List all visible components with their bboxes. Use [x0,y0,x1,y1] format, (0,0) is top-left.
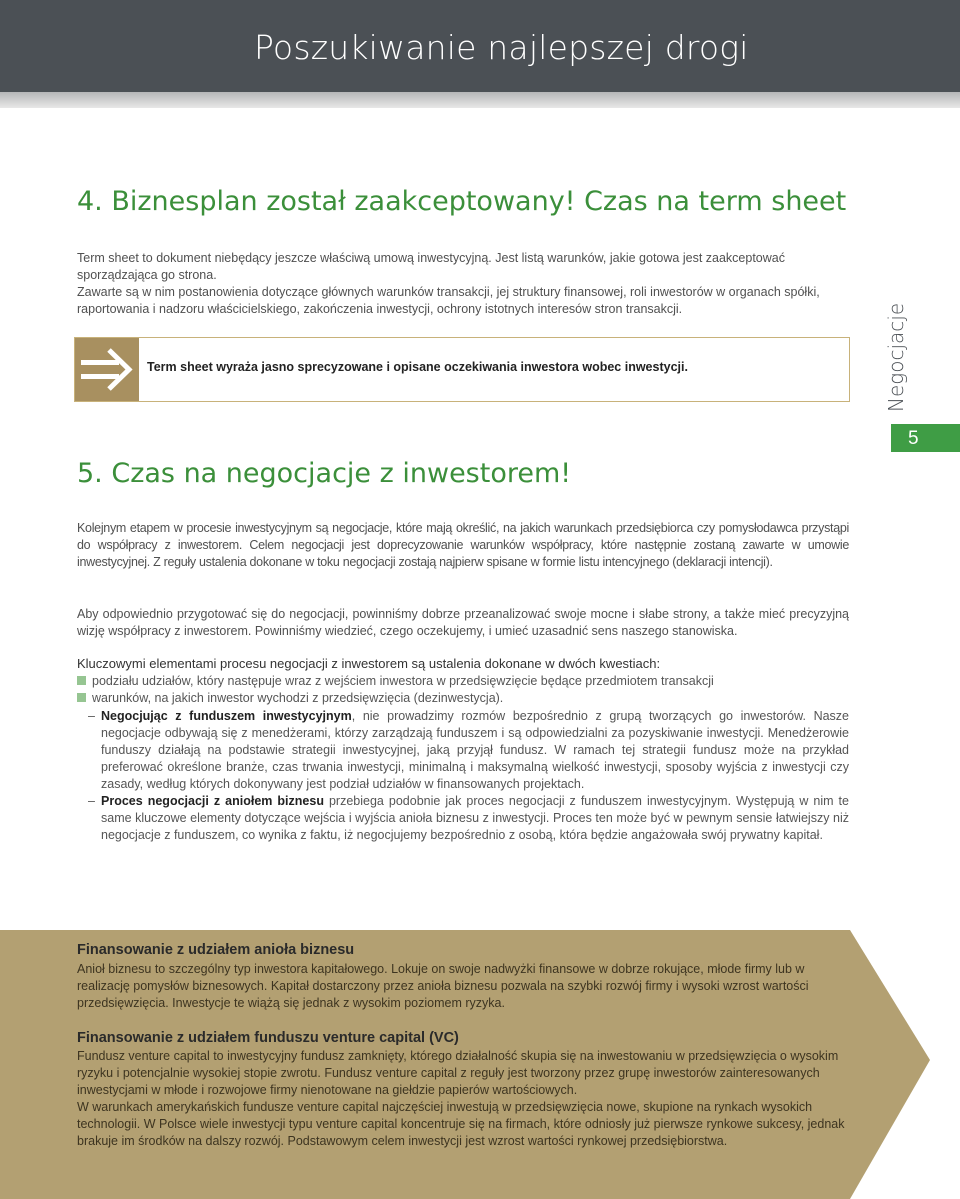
dash-item-angel [88,793,849,844]
dash-item-fund [88,708,849,793]
chapter-number-tab: 5 [891,424,960,452]
box-paragraph-angel: Anioł biznesu to szczególny typ inwestora kapitałowego. Lokuje on swoje nadwyżki finansowe w dobrze rokujące, młode firmy lub w realizację pomysłów biznesowych. Kapitał dostarczony przez anioła biznesu pozwala na szybki rozwój firmy i wysoki wzrost wartości przedsięwzięcia. Inwestycje te wiążą się jednak z wysokim poziomem ryzyka. [77,962,809,1010]
box-paragraph-vc-2: W warunkach amerykańskich fundusze venture capital najczęściej inwestują w przedsięwzięcia nowe, skupione na rynkach wysokich technologii. W Polsce wiele inwestycji typu venture capital koncentruje się na firmach, które odniosły już pierwsze rynkowe sukcesy, jednak brakuje im środków na dalszy rozwój. Podstawowym celem inwestycji jest wzrost wartości rynkowej przedsiębiorstwa. [77,1100,845,1148]
header-shadow-band [0,92,960,108]
info-box [0,930,960,1199]
page-header-title: Poszukiwanie najlepszej drogi [254,28,749,67]
key-elements-lead: Kluczowymi elementami procesu negocjacji z inwestorem są ustalenia dokonane w dwóch kwestiach: [77,656,661,671]
section-4-paragraph-2: Zawarte są w nim postanowienia dotyczące głównych warunków transakcji, jej struktury finansowej, roli inwestorów w organach spółki, raportowania i nadzoru właścicielskiego, zakończenia inwestycji, ochrony istotnych interesów stron transakcji. [77,285,820,316]
callout-text: Term sheet wyraża jasno sprecyzowane i opisane oczekiwania inwestora wobec inwestycji. [147,360,688,374]
list-item: warunków, na jakich inwestor wychodzi z przedsięwzięcia (dezinwestycja). [77,691,503,705]
dash-item-angel-heading: Proces negocjacji z aniołem biznesu [101,794,324,808]
dash-item-fund-body: , nie prowadzimy rozmów bezpośrednio z grupą tworzących go inwestorów. Nasze negocjacje odbywają się z menedżerami, którzy zarządzają funduszem i są odpowiedzialni za pozyskiwanie inwestycji. Menedżerowie funduszy działają na podstawie strategii inwestycyjnej, jaką przyjął fundusz. W ramach tej strategii fundusz może na przykład preferować określone branże, czas trwania inwestycji, minimalną i maksymalną wielkość inwestycji, sposoby wyjścia z inwestycji czy zasady, według których dokonywany jest podział udziałów w finansowanych projektach. [101,709,849,791]
box-heading-vc: Finansowanie z udziałem funduszu venture capital (VC) [77,1030,459,1046]
dash-bullet-icon: – [88,709,95,723]
list-item: podziału udziałów, który następuje wraz z wejściem inwestora w przedsięwzięcie będące przedmiotem transakcji [77,674,714,688]
dash-item-fund-heading: Negocjując z funduszem inwestycyjnym [101,709,352,723]
section-4-paragraph-1a: Term sheet to dokument niebędący jeszcze właściwą umową inwestycyjną. Jest listą warunków, jakie gotowa jest zaakceptować [77,251,785,265]
callout-box [74,337,850,402]
arrow-right-icon [75,338,139,401]
section-5-paragraph-1: Kolejnym etapem w procesie inwestycyjnym są negocjacje, które mają określić, na jakich warunkach przedsiębiorca czy pomysłodawca przystąpi do współpracy z inwestorem. Celem negocjacji jest doprecyzowanie warunków współpracy, które następnie zostaną zawarte w umowie inwestycyjnej. Z reguły ustalenia dokonane w toku negocjacji zostają najpierw spisane w formie listu intencyjnego (deklaracji intencji). [77,521,849,569]
section-4-paragraph-1b: sporządzająca go strona. [77,268,217,282]
dash-bullet-icon: – [88,794,95,808]
box-heading-angel: Finansowanie z udziałem anioła biznesu [77,942,355,958]
square-bullet-icon [77,693,86,702]
box-paragraph-vc-1: Fundusz venture capital to inwestycyjny fundusz zamknięty, którego działalność skupia się na inwestowaniu w przedsięwzięcia o wysokim ryzyku i potencjalnie wysokiej stopie zwrotu. Fundusz venture capital z reguły jest tworzony przez grupę inwestorów zainteresowanych inwestycjami w młode i rozwojowe firmy nienotowane na giełdzie papierów wartościowych. [77,1049,839,1097]
side-chapter-label: Negocjacje [884,302,908,412]
section-5-title: 5. Czas na negocjacje z inwestorem! [77,458,572,489]
dash-item-angel-body: przebiega podobnie jak proces negocjacji z funduszem inwestycyjnym. Występują w nim te same kluczowe elementy dotyczące wejścia i wyjścia anioła biznesu z inwestycji. Proces ten może być w pewnym sensie łatwiejszy niż negocjacje z funduszem, co wynika z faktu, iż negocjujemy bezpośrednio z osobą, która będzie angażowała swój prywatny kapitał. [101,794,849,842]
section-4-title: 4. Biznesplan został zaakceptowany! Czas na term sheet [77,186,847,217]
square-bullet-icon [77,676,86,685]
section-5-paragraph-2: Aby odpowiednio przygotować się do negocjacji, powinniśmy dobrze przeanalizować swoje mocne i słabe strony, a także mieć precyzyjną wizję współpracy z inwestorem. Powinniśmy wiedzieć, czego oczekujemy, i umieć uzasadnić sens naszego stanowiska. [77,607,849,638]
